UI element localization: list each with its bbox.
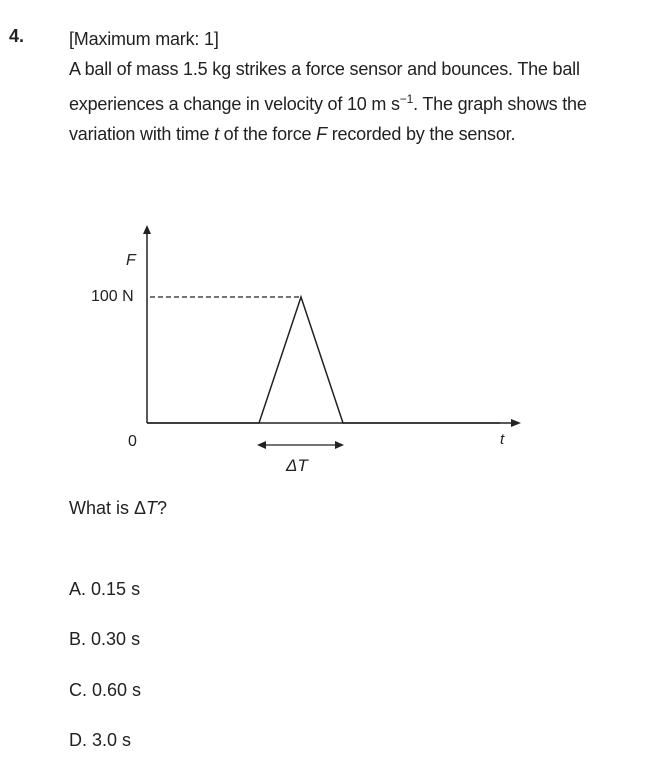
force-variable: F — [316, 124, 327, 144]
prompt-variable: T — [146, 498, 158, 518]
interval-arrow-left-head — [257, 441, 266, 449]
stem-line-3-mid: of the force — [218, 124, 317, 144]
y-tick-max: 100 N — [91, 288, 134, 305]
stem-line-2-text: experiences a change in velocity of 10 m s — [69, 94, 400, 114]
option-d[interactable] — [69, 730, 131, 751]
prompt-end: ? — [157, 498, 168, 518]
option-a[interactable] — [69, 579, 140, 600]
option-c-letter: C. — [69, 680, 87, 700]
force-time-graph — [0, 215, 668, 485]
y-tick-zero: 0 — [128, 433, 137, 450]
option-c[interactable] — [69, 680, 141, 701]
option-d-text: 3.0 s — [92, 730, 132, 750]
time-variable: t — [214, 124, 219, 144]
x-axis-arrowhead — [511, 419, 521, 427]
option-b-text: 0.30 s — [91, 629, 141, 649]
option-a-letter: A. — [69, 579, 87, 599]
interval-arrow-right-head — [335, 441, 344, 449]
stem-line-3 — [69, 119, 649, 149]
option-d-letter: D. — [69, 730, 87, 750]
y-axis-label: F — [126, 252, 136, 269]
interval-label: ΔT — [286, 456, 308, 475]
option-a-text: 0.15 s — [91, 579, 141, 599]
unit-exponent: −1 — [399, 92, 414, 106]
stem-line-1: A ball of mass 1.5 kg strikes a force sensor and bounces. The ball — [69, 59, 580, 79]
stem-line-3-end: recorded by the sensor. — [326, 124, 516, 144]
question-prompt — [69, 498, 167, 519]
option-b[interactable] — [69, 629, 140, 650]
question-stem — [69, 24, 649, 149]
force-series-line — [147, 297, 500, 423]
max-mark: [Maximum mark: 1] — [69, 29, 219, 49]
y-axis-arrowhead — [143, 225, 151, 234]
question-number: 4. — [9, 26, 25, 46]
prompt-text: What is Δ — [69, 498, 147, 518]
stem-line-2-end: . The graph shows the — [413, 94, 587, 114]
stem-line-2 — [69, 84, 649, 119]
option-b-letter: B. — [69, 629, 87, 649]
x-axis-label: t — [500, 431, 505, 448]
option-c-text: 0.60 s — [92, 680, 142, 700]
stem-line-3-text: variation with time — [69, 124, 215, 144]
